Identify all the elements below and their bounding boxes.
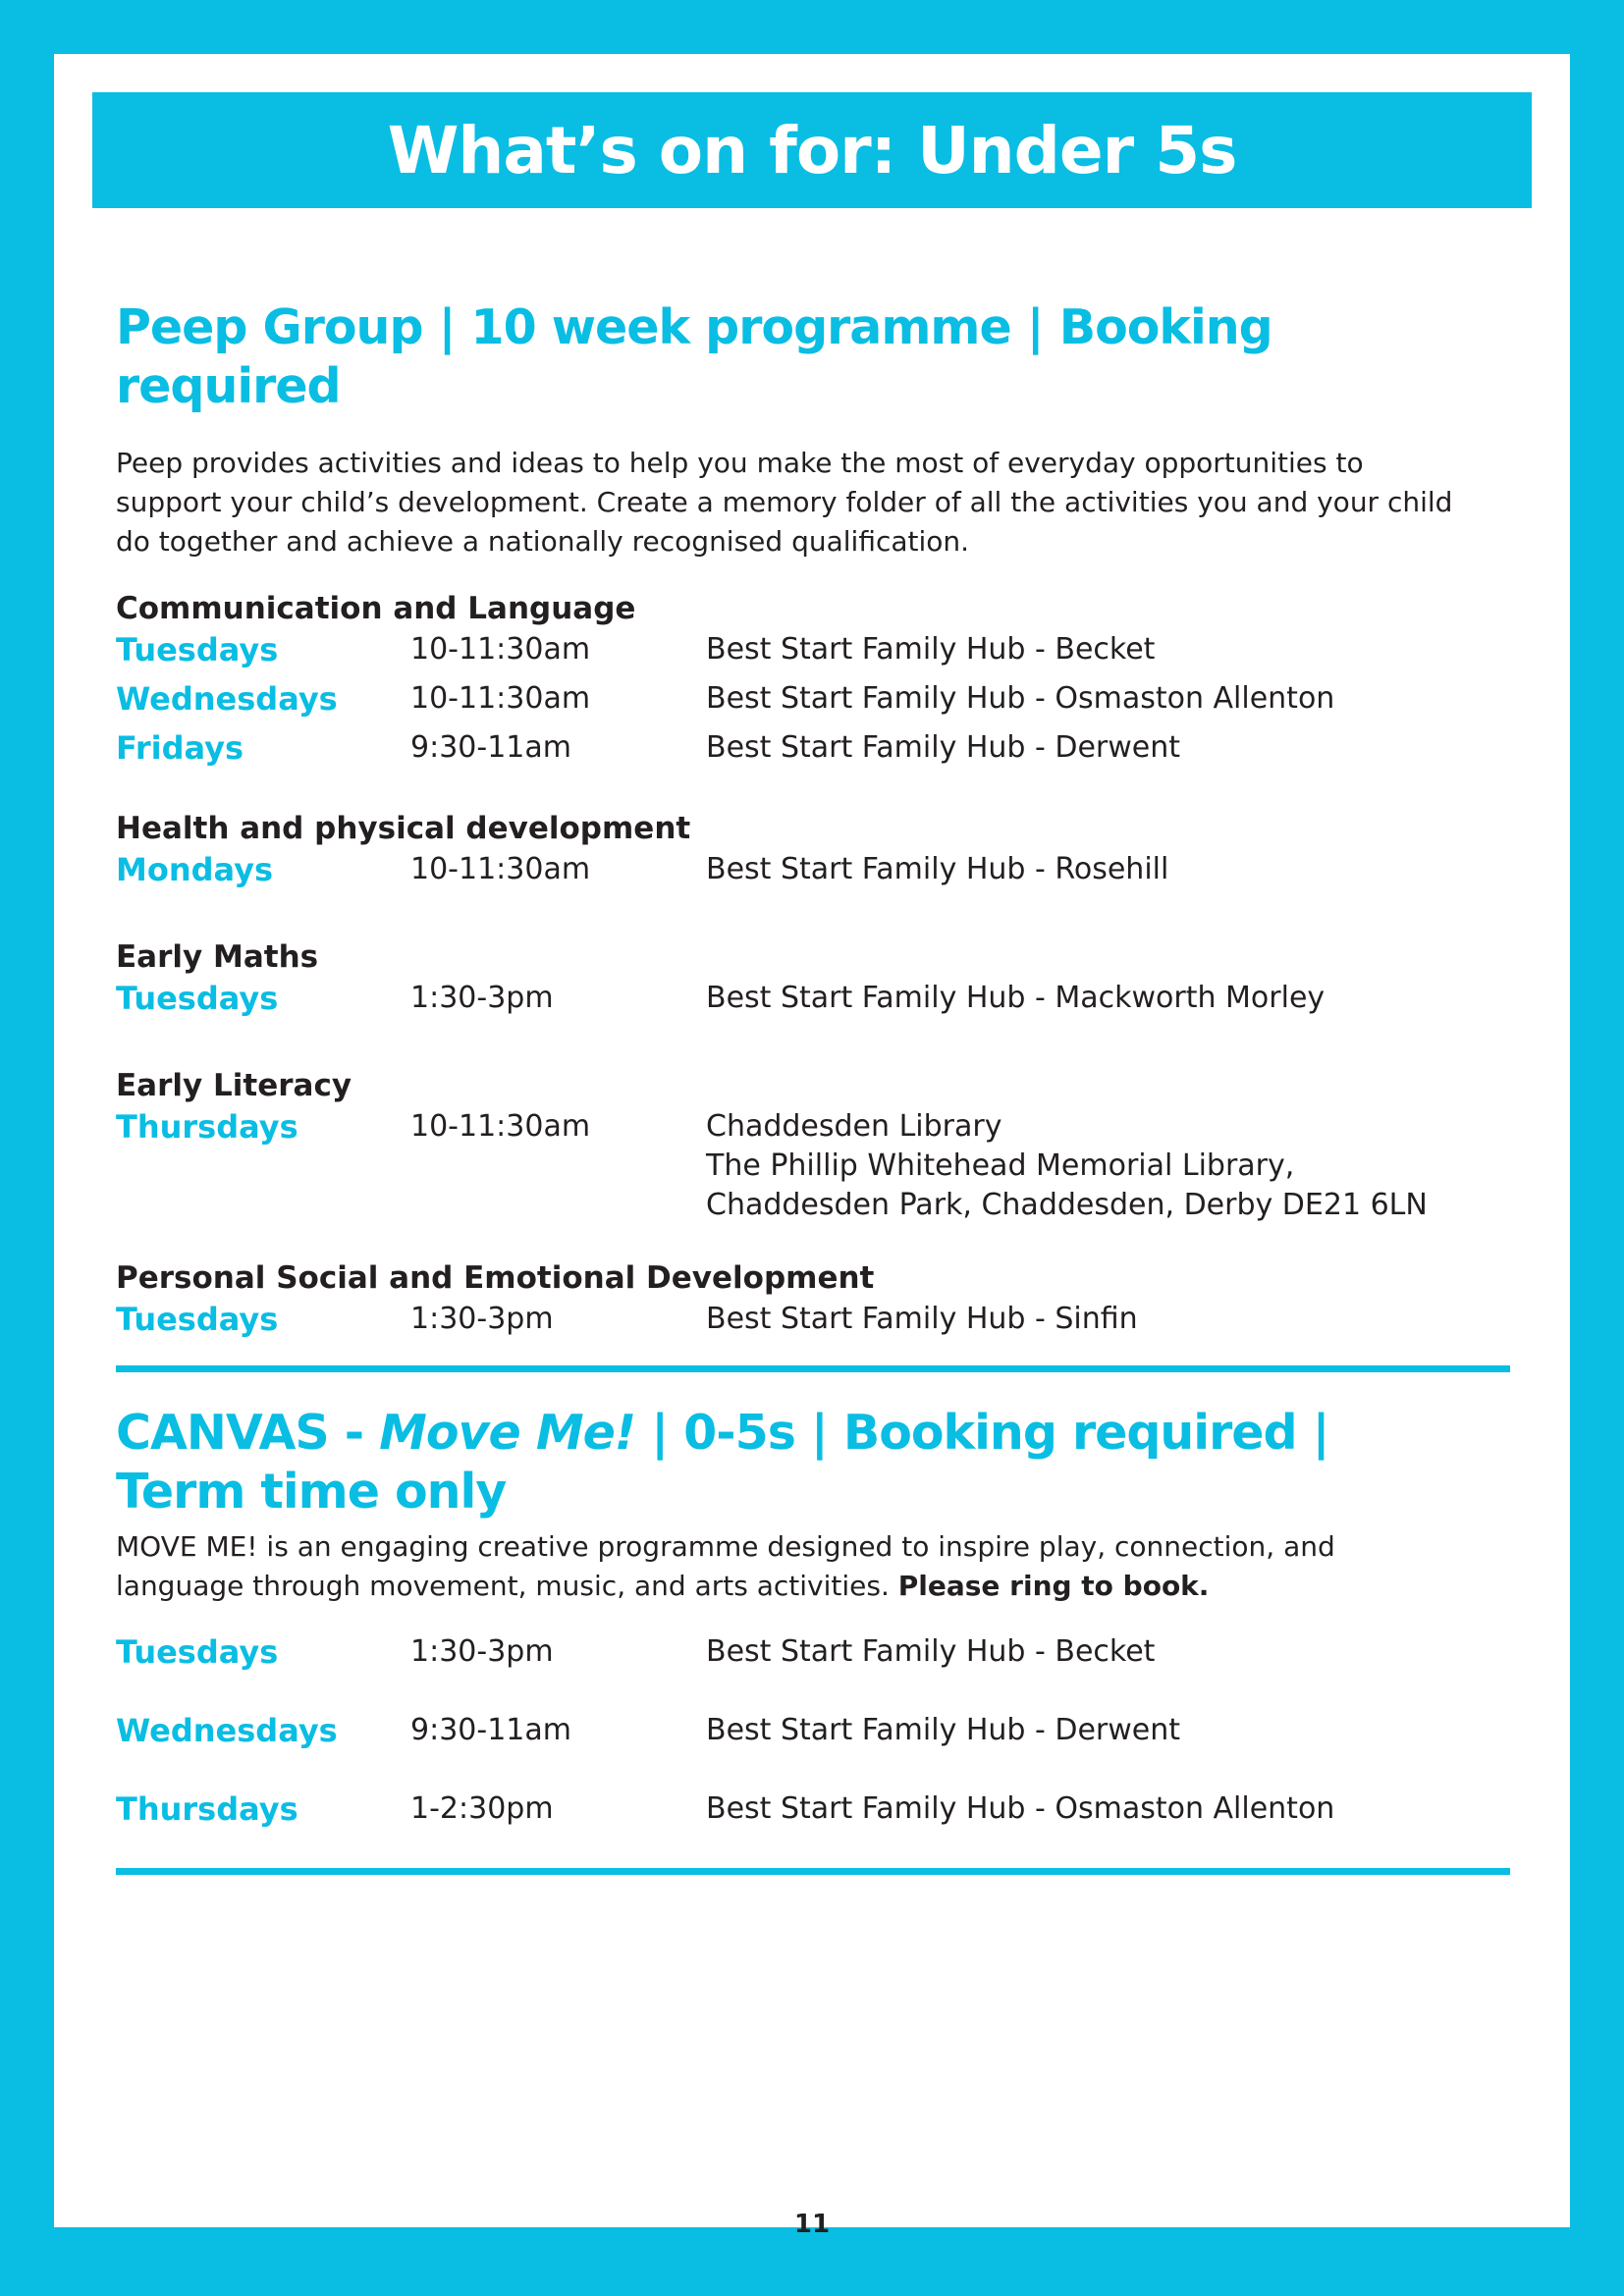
peep-heading: Peep Group | 10 week programme | Booking required [116,299,1272,414]
session-row [116,1632,1510,1672]
session-day: Wednesdays [116,1712,338,1749]
session-place [706,728,1510,768]
session-row [116,1107,1510,1225]
group-heading-health: Health and physical development [116,811,691,846]
peep-intro-line: Peep provides activities and ideas to help you make the most of everyday opportunities to [116,447,1364,479]
canvas-heading-rest: | 0-5s | Booking required | [635,1405,1329,1461]
session-row [116,630,1510,669]
session-time: 10-11:30am [410,681,591,716]
session-row [116,1711,1510,1750]
session-time: 1:30-3pm [410,981,554,1015]
peep-intro [116,444,1510,561]
session-place: Best Start Family Hub - Osmaston Allenton [706,1791,1335,1826]
session-place [706,1300,1510,1339]
session-time: 1:30-3pm [410,1634,554,1669]
session-day: Tuesdays [116,980,279,1017]
section-divider [116,1868,1510,1875]
session-time: 10-11:30am [410,632,591,667]
canvas-heading [116,1404,1510,1522]
peep-intro-line: do together and achieve a nationally recognised qualification. [116,525,970,558]
session-time: 10-11:30am [410,1109,591,1144]
page-number: 11 [793,2210,831,2239]
place-line: Chaddesden Park, Chaddesden, Derby DE21 6LN [706,1188,1428,1222]
session-place: Best Start Family Hub - Derwent [706,1713,1181,1747]
title-banner [92,92,1532,208]
session-day: Tuesdays [116,631,279,668]
session-place [706,979,1510,1018]
canvas-heading-italic: Move Me! [379,1405,636,1461]
group-heading-personal-social: Personal Social and Emotional Development [116,1260,875,1296]
page-title: What’s on for: Under 5s [387,112,1237,188]
canvas-intro-text: language through movement, music, and arts activities. [116,1570,898,1602]
group-heading-maths: Early Maths [116,939,319,975]
session-row [116,1789,1510,1829]
session-time: 1-2:30pm [410,1791,554,1826]
place-line: Best Start Family Hub - Rosehill [706,852,1169,886]
place-line: Chaddesden Library [706,1109,1002,1144]
canvas-intro-bold: Please ring to book. [897,1570,1210,1602]
session-day: Thursdays [116,1790,298,1828]
session-place [706,1107,1510,1225]
session-time: 1:30-3pm [410,1302,554,1336]
place-line: Best Start Family Hub - Osmaston Allenton [706,681,1335,716]
session-day: Tuesdays [116,1633,279,1671]
session-time: 10-11:30am [410,852,591,886]
content [116,240,1510,1875]
session-row [116,679,1510,719]
place-line: Best Start Family Hub - Derwent [706,730,1181,765]
place-line: The Phillip Whitehead Memorial Library, [706,1148,1295,1183]
peep-intro-line: support your child’s development. Create a memory folder of all the activities you and your child [116,486,1453,518]
canvas-heading-line2: Term time only [116,1464,507,1520]
session-row [116,728,1510,768]
session-row [116,1300,1510,1339]
section-divider [116,1365,1510,1372]
canvas-intro-line: MOVE ME! is an engaging creative programme designed to inspire play, connection, and [116,1530,1335,1563]
session-day: Thursdays [116,1108,298,1146]
session-day: Mondays [116,851,274,888]
place-line: Best Start Family Hub - Sinfin [706,1302,1138,1336]
session-day: Tuesdays [116,1301,279,1338]
page [54,54,1570,2239]
session-day: Wednesdays [116,680,338,718]
canvas-intro-line2 [116,1567,1510,1606]
session-place [706,679,1510,719]
session-row [116,850,1510,889]
canvas-heading-prefix: CANVAS - [116,1405,380,1461]
session-time: 9:30-11am [410,1713,571,1747]
session-time: 9:30-11am [410,730,571,765]
place-line: Best Start Family Hub - Mackworth Morley [706,981,1326,1015]
session-place [706,630,1510,669]
session-place: Best Start Family Hub - Becket [706,1634,1156,1669]
session-place [706,850,1510,889]
canvas-intro [116,1527,1510,1606]
group-heading-communication: Communication and Language [116,591,636,626]
session-day: Fridays [116,729,244,767]
group-heading-literacy: Early Literacy [116,1068,352,1103]
session-row [116,979,1510,1018]
place-line: Best Start Family Hub - Becket [706,632,1156,667]
